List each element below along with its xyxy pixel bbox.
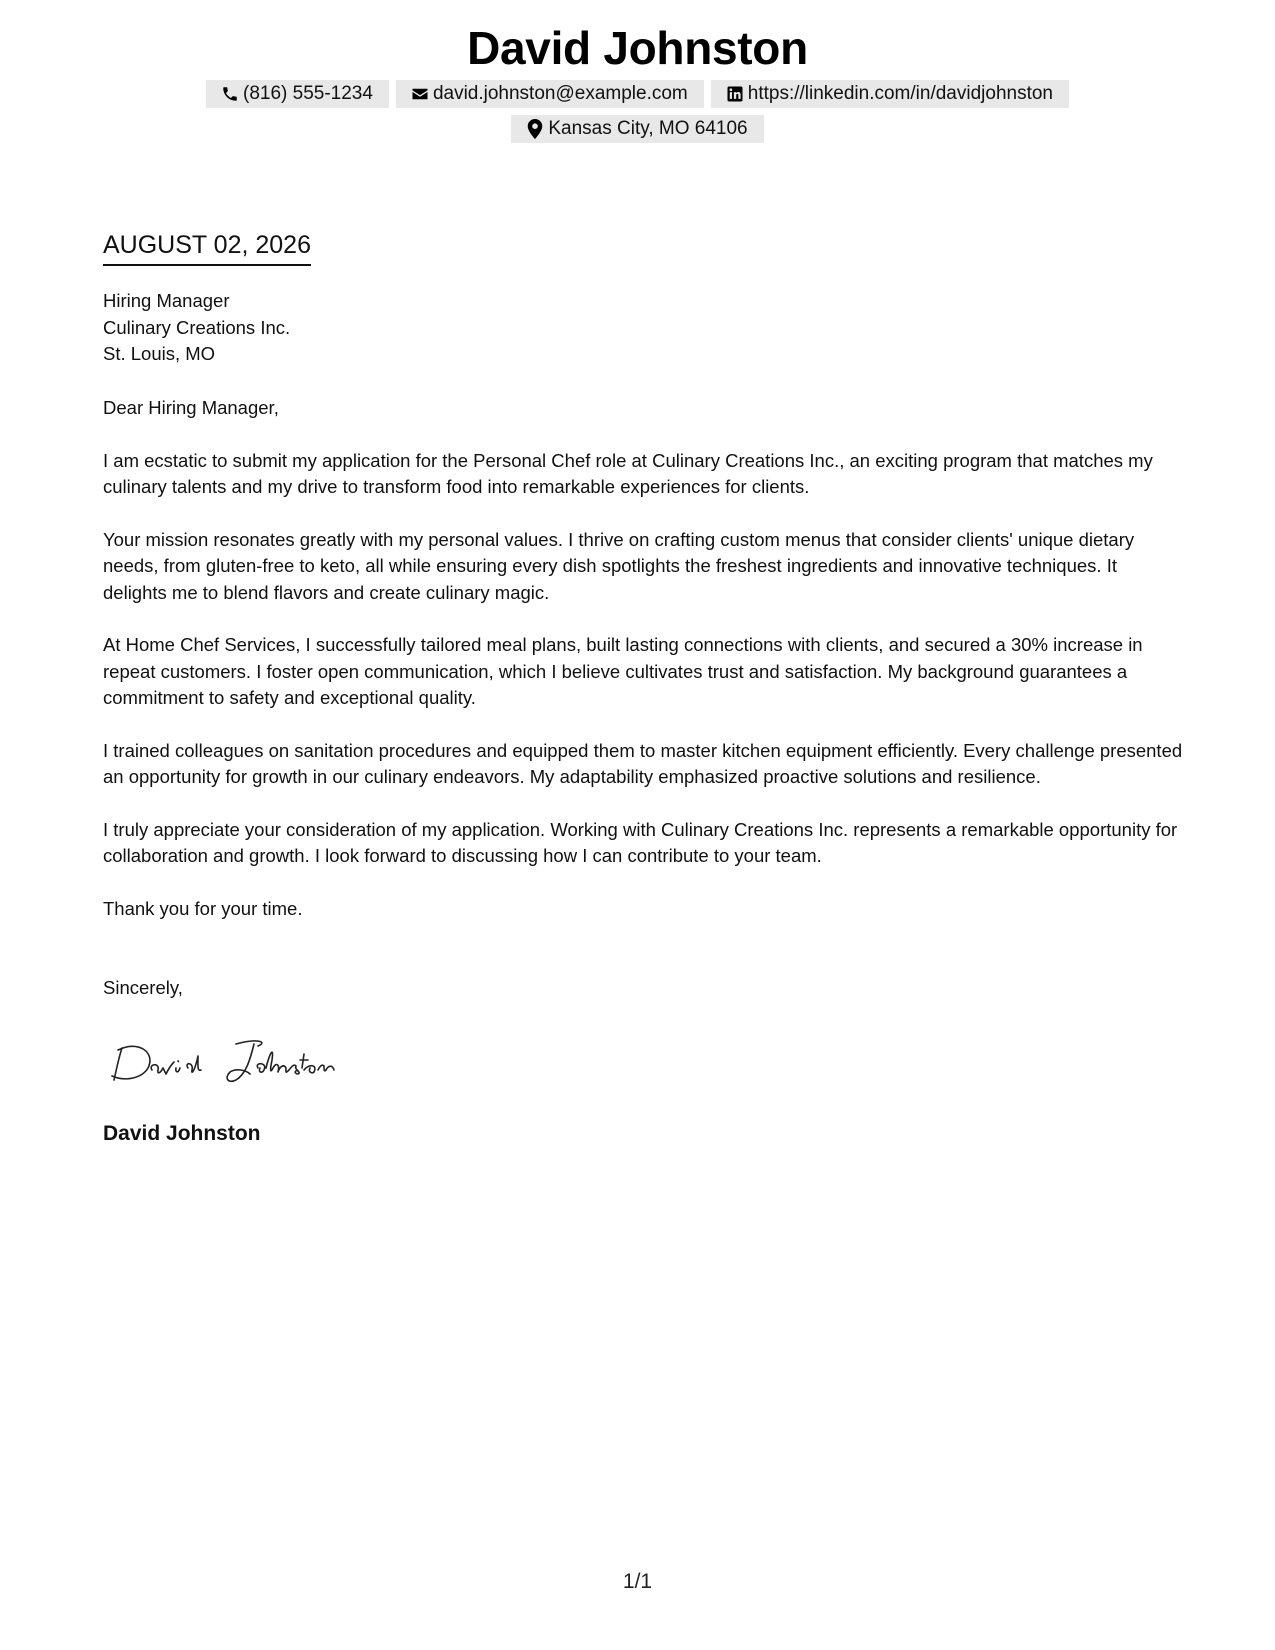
recipient-company: Culinary Creations Inc. bbox=[103, 316, 291, 338]
recipient-title: Hiring Manager bbox=[103, 290, 230, 311]
letter-date: AUGUST 02, 2026 bbox=[103, 228, 311, 266]
recipient-block bbox=[103, 288, 290, 368]
body-paragraph: Your mission resonates greatly with my personal values. I thrive on crafting custom menus that consider clients' unique dietary needs, from gluten-free to keto, all while ensuring every dish spotlights the freshest ingredients and innovative techniques. It delights me to blend flavors and create culinary magic. bbox=[103, 528, 1135, 603]
body-paragraph: At Home Chef Services, I successfully tailored meal plans, built lasting connections with clients, and secured a 30% increase in repeat customers. I foster open communication, which I believe cultivates trust and satisfaction. My background guarantees a commitment to safety and exceptional quality. bbox=[103, 634, 1143, 708]
body-paragraph: I truly appreciate your consideration of my application. Working with Culinary Creations Inc. represents a remarkable opportunity for collaboration and growth. I look forward to discussing how I can contribute to your team. bbox=[103, 818, 1178, 866]
salutation: Dear Hiring Manager, bbox=[103, 397, 279, 418]
location-chip bbox=[511, 115, 763, 143]
map-pin-icon bbox=[525, 119, 545, 139]
recipient-location: St. Louis, MO bbox=[103, 343, 216, 364]
body-paragraph: I trained colleagues on sanitation procedures and equipped them to master kitchen equipment efficiently. Every challenge presented an opportunity for growth in our culinary endeavors. My adaptability emphasized proactive solutions and resilience. bbox=[103, 739, 1183, 787]
phone-icon bbox=[220, 84, 240, 104]
letter-body bbox=[103, 395, 1183, 948]
closing: Sincerely, bbox=[103, 977, 183, 998]
handwritten-signature bbox=[108, 1030, 368, 1090]
contact-row bbox=[0, 80, 1275, 108]
linkedin-chip[interactable] bbox=[711, 80, 1069, 108]
linkedin-icon bbox=[725, 84, 745, 104]
contact-row-location bbox=[0, 115, 1275, 143]
signed-name: David Johnston bbox=[103, 1122, 261, 1145]
phone-chip bbox=[206, 80, 389, 108]
applicant-name: David Johnston bbox=[467, 22, 808, 74]
linkedin-text: https://linkedin.com/in/davidjohnston bbox=[747, 83, 1053, 104]
location-text: Kansas City, MO 64106 bbox=[548, 118, 748, 139]
body-paragraph: Thank you for your time. bbox=[103, 897, 303, 919]
email-chip[interactable] bbox=[396, 80, 704, 108]
body-paragraph: I am ecstatic to submit my application for the Personal Chef role at Culinary Creations Inc., an exciting program that matches my culinary talents and my drive to transform food into remarkable experiences for clients. bbox=[103, 449, 1153, 497]
email-text: david.johnston@example.com bbox=[432, 83, 688, 104]
phone-text: (816) 555-1234 bbox=[243, 83, 373, 104]
page-number: 1/1 bbox=[622, 1570, 653, 1593]
envelope-icon bbox=[410, 84, 430, 104]
